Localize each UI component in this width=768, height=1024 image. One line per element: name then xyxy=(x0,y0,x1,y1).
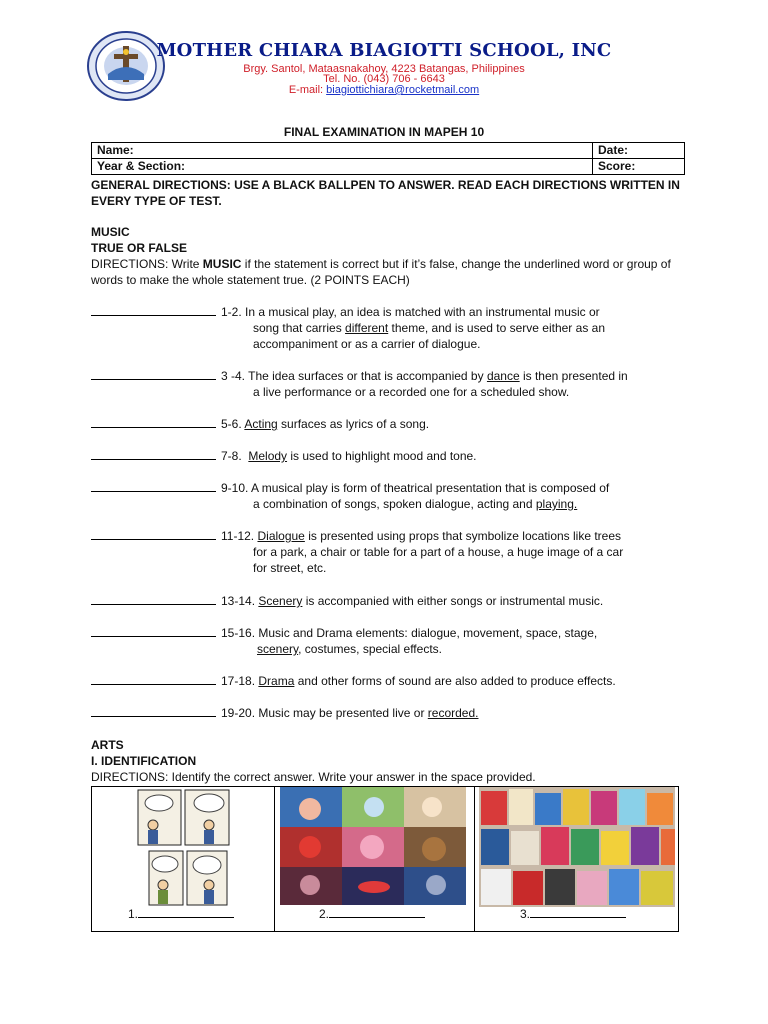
answer-blank[interactable] xyxy=(91,705,216,717)
arts-directions: DIRECTIONS: Identify the correct answer. Write your answer in the space provided. xyxy=(91,770,536,784)
item-number: 3 -4. xyxy=(221,369,246,383)
answer-label-2[interactable] xyxy=(319,906,425,921)
underlined-term: scenery xyxy=(257,642,299,656)
year-section-field[interactable]: Year & Section: xyxy=(92,159,593,175)
item-text: is presented using props that symbolize locations like trees xyxy=(304,529,622,543)
score-field[interactable]: Score: xyxy=(593,159,685,175)
answer-blank[interactable] xyxy=(91,528,216,540)
underlined-term: Dialogue xyxy=(257,529,305,543)
underlined-term: dance xyxy=(486,369,520,383)
question-item xyxy=(91,480,691,512)
item-text: In a musical play, an idea is matched with an instrumental music or xyxy=(241,305,600,319)
directions-text: DIRECTIONS: Write xyxy=(91,257,203,271)
question-item xyxy=(91,304,691,352)
item-text: theme, and is used to serve either as an xyxy=(388,321,605,335)
question-item xyxy=(91,593,691,609)
question-item xyxy=(91,673,691,689)
item-text: A musical play is form of theatrical presentation that is composed of xyxy=(248,481,610,495)
music-heading: MUSIC xyxy=(91,225,130,239)
question-item xyxy=(91,625,691,657)
answer-blank[interactable] xyxy=(91,625,216,637)
underlined-term: playing. xyxy=(535,497,578,511)
directions-keyword: MUSIC xyxy=(202,257,242,271)
underlined-term: Drama xyxy=(258,674,295,688)
identification-heading: I. IDENTIFICATION xyxy=(91,754,197,768)
school-telephone: Tel. No. (043) 706 - 6643 xyxy=(323,73,445,85)
general-directions: GENERAL DIRECTIONS: USE A BLACK BALLPEN TO ANSWER. READ EACH DIRECTIONS WRITTEN IN EVERY TYPE OF TEST. xyxy=(91,178,680,208)
music-directions xyxy=(91,256,691,288)
question-item xyxy=(91,416,691,432)
school-name: MOTHER CHIARA BIAGIOTTI SCHOOL, INC xyxy=(156,40,612,61)
item-number: 13-14. xyxy=(221,594,256,608)
item-number: 19-20. xyxy=(221,706,256,720)
item-text: for a park, a chair or table for a part of a house, a huge image of a car xyxy=(253,545,624,559)
comic-strip-image xyxy=(137,789,231,907)
identification-image-table xyxy=(91,786,679,932)
item-text: is then presented in xyxy=(519,369,628,383)
answer-blank[interactable] xyxy=(91,416,216,428)
directions-text: if the statement is correct but if it’s false, change the underlined word or group of words to make the whole statement true. (2 POINTS EACH) xyxy=(91,257,671,287)
item-number: 1-2. xyxy=(221,305,242,319)
item-number: 7-8. xyxy=(221,449,242,463)
answer-blank[interactable] xyxy=(91,368,216,380)
underlined-term: Acting xyxy=(244,417,278,431)
item-text: is used to highlight mood and tone. xyxy=(287,449,477,463)
image-cell-2 xyxy=(274,787,475,931)
label-number: 3. xyxy=(520,907,531,921)
student-info-table xyxy=(91,142,685,175)
date-field[interactable]: Date: xyxy=(593,143,685,159)
underlined-term: Scenery xyxy=(258,594,303,608)
underlined-term: Melody xyxy=(248,449,288,463)
answer-label-1[interactable] xyxy=(128,906,234,921)
item-text: Music and Drama elements: dialogue, movement, space, stage, xyxy=(255,626,598,640)
animation-collage-image xyxy=(280,787,466,905)
item-text: song that carries xyxy=(253,321,346,335)
item-text: is accompanied with either songs or instrumental music. xyxy=(302,594,604,608)
email-link[interactable]: biagiottichiara@rocketmail.com xyxy=(326,84,480,96)
answer-blank[interactable] xyxy=(91,304,216,316)
answer-blank[interactable] xyxy=(91,673,216,685)
item-text: surfaces as lyrics of a song. xyxy=(277,417,430,431)
exam-title: FINAL EXAMINATION IN MAPEH 10 xyxy=(283,125,485,139)
item-text: and other forms of sound are also added to produce effects. xyxy=(294,674,616,688)
true-false-heading: TRUE OR FALSE xyxy=(91,241,188,255)
item-text: a combination of songs, spoken dialogue, acting and xyxy=(253,497,536,511)
question-item xyxy=(91,448,691,464)
answer-label-3[interactable] xyxy=(520,906,626,921)
label-number: 2. xyxy=(319,907,330,921)
arts-heading: ARTS xyxy=(91,738,124,752)
item-number: 11-12. xyxy=(221,529,255,543)
question-item xyxy=(91,528,691,576)
answer-blank[interactable] xyxy=(91,480,216,492)
item-number: 17-18. xyxy=(221,674,256,688)
image-cell-1 xyxy=(92,787,275,931)
name-field[interactable]: Name: xyxy=(92,143,593,159)
item-text: Music may be presented live or xyxy=(255,706,428,720)
item-text: The idea surfaces or that is accompanied by xyxy=(245,369,487,383)
item-number: 15-16. xyxy=(221,626,256,640)
question-item xyxy=(91,705,691,721)
answer-blank[interactable] xyxy=(91,448,216,460)
underlined-term: recorded. xyxy=(427,706,479,720)
underlined-term: different xyxy=(345,321,389,335)
magazine-rack-image xyxy=(479,787,675,907)
email-label: E-mail: xyxy=(288,84,324,96)
image-cell-3 xyxy=(474,787,678,931)
school-email xyxy=(0,84,768,96)
item-text: for street, etc. xyxy=(253,561,327,575)
item-text: a live performance or a recorded one for a scheduled show. xyxy=(253,385,570,399)
answer-blank[interactable] xyxy=(91,593,216,605)
item-number: 9-10. xyxy=(221,481,249,495)
item-number: 5-6. xyxy=(221,417,242,431)
item-text: accompaniment or as a carrier of dialogue. xyxy=(253,337,481,351)
label-number: 1. xyxy=(128,907,139,921)
item-text: , costumes, special effects. xyxy=(298,642,442,656)
school-address: Brgy. Santol, Mataasnakahoy, 4223 Batangas, Philippines xyxy=(243,63,525,75)
question-item xyxy=(91,368,691,400)
